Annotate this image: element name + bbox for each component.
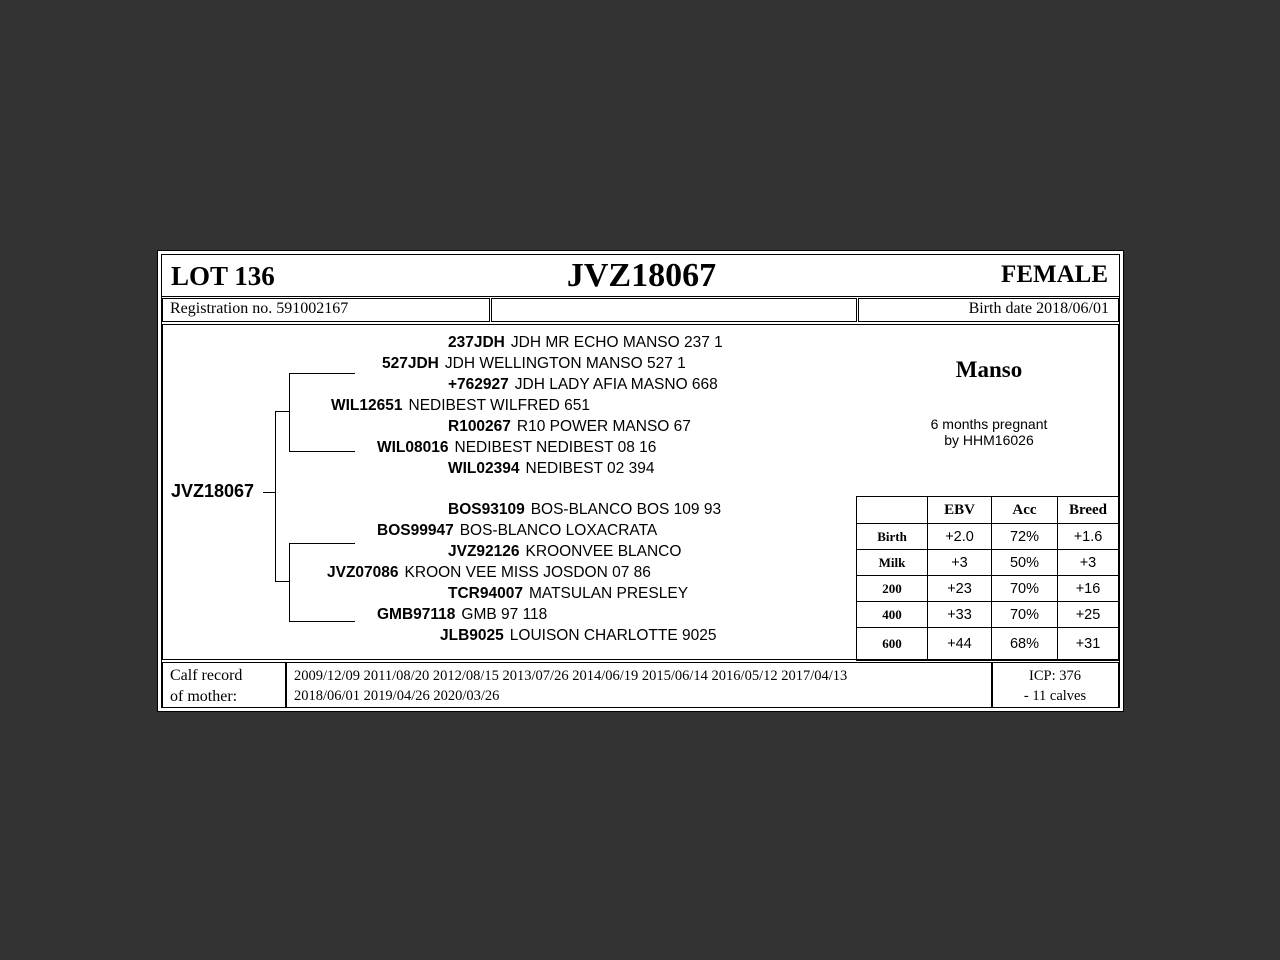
sire-branch — [275, 411, 289, 412]
ebv-value: +33 — [928, 602, 992, 628]
ebv-row-label: Milk — [857, 550, 928, 576]
ebv-row-label: Birth — [857, 524, 928, 550]
ped-dam: JVZ07086 KROON VEE MISS JOSDON 07 86 — [327, 564, 651, 581]
ebv-row-200 — [857, 576, 1119, 602]
ped-ssd: +762927 JDH LADY AFIA MASNO 668 — [448, 376, 718, 393]
lot-number: LOT 136 — [171, 261, 275, 291]
pregnancy-sire: by HHM16026 — [944, 432, 1034, 448]
ebv-row-birth — [857, 524, 1119, 550]
lot-card — [157, 250, 1124, 712]
ebv-breed-avg: +16 — [1058, 576, 1119, 602]
ebv-row-label: 400 — [857, 602, 928, 628]
ped-sdd: WIL02394 NEDIBEST 02 394 — [448, 460, 655, 477]
ped-dds: TCR94007 MATSULAN PRESLEY — [448, 585, 689, 602]
sire-dam-branch — [289, 451, 355, 452]
root-connector — [275, 411, 276, 581]
ebv-value: +2.0 — [928, 524, 992, 550]
sire-sire-branch — [289, 373, 355, 374]
ebv-breed-avg: +1.6 — [1058, 524, 1119, 550]
pedigree-animal: JVZ18067 — [171, 481, 255, 501]
ped-dsd: JVZ92126 KROONVEE BLANCO — [448, 543, 682, 560]
ped-sire: WIL12651 NEDIBEST WILFRED 651 — [331, 397, 590, 414]
header-divider — [161, 296, 1120, 297]
ebv-accuracy: 72% — [992, 524, 1058, 550]
ebv-header-ebv: EBV — [928, 497, 992, 524]
ebv-accuracy: 50% — [992, 550, 1058, 576]
ped-sd: WIL08016 NEDIBEST NEDIBEST 08 16 — [377, 439, 657, 456]
ebv-accuracy: 68% — [992, 628, 1058, 661]
ebv-row-label: 600 — [857, 628, 928, 661]
dam-connector — [289, 543, 290, 621]
ebv-table — [856, 496, 1119, 661]
ped-dd: GMB97118 GMB 97 118 — [377, 606, 548, 623]
ped-dss: BOS93109 BOS-BLANCO BOS 109 93 — [448, 501, 722, 518]
ebv-breed-avg: +3 — [1058, 550, 1119, 576]
ebv-accuracy: 70% — [992, 602, 1058, 628]
ebv-value: +3 — [928, 550, 992, 576]
ebv-breed-avg: +25 — [1058, 602, 1119, 628]
ebv-header-row — [857, 497, 1119, 524]
animal-tag: JVZ18067 — [566, 257, 717, 294]
ebv-breed-avg: +31 — [1058, 628, 1119, 661]
ped-ds: BOS99947 BOS-BLANCO LOXACRATA — [377, 522, 658, 539]
birth-date: Birth date 2018/06/01 — [968, 300, 1109, 317]
ped-sds: R100267 R10 POWER MANSO 67 — [448, 418, 691, 435]
breed-name: Manso — [955, 357, 1023, 382]
ebv-row-label: 200 — [857, 576, 928, 602]
dam-branch — [275, 581, 289, 582]
ebv-value: +23 — [928, 576, 992, 602]
calf-record-dates: 2009/12/09 2011/08/20 2012/08/15 2013/07/26 2014/06/19 2015/06/14 2016/05/12 2017/04/13 2018/06/01 2019/04/26 2020/03/26 — [294, 668, 848, 704]
dam-dam-branch — [289, 621, 355, 622]
ped-ss: 527JDH JDH WELLINGTON MANSO 527 1 — [382, 355, 686, 372]
pregnancy-status: 6 months pregnant — [930, 416, 1048, 432]
dam-sire-branch — [289, 543, 355, 544]
ebv-row-400 — [857, 602, 1119, 628]
registration-number: Registration no. 591002167 — [170, 300, 349, 317]
ebv-header-blank — [857, 497, 928, 524]
ebv-header-breed: Breed — [1058, 497, 1119, 524]
animal-sex: FEMALE — [1001, 261, 1108, 288]
ped-sss: 237JDH JDH MR ECHO MANSO 237 1 — [448, 334, 723, 351]
ebv-value: +44 — [928, 628, 992, 661]
ebv-header-acc: Acc — [992, 497, 1058, 524]
root-branch — [263, 492, 275, 493]
sire-connector — [289, 373, 290, 451]
ebv-row-milk — [857, 550, 1119, 576]
icp-summary: ICP: 376 - 11 calves — [1023, 668, 1087, 704]
ped-ddd: JLB9025 LOUISON CHARLOTTE 9025 — [440, 627, 717, 644]
blank-cell — [491, 298, 857, 322]
ebv-row-600 — [857, 628, 1119, 661]
calf-record-label: Calf record of mother: — [170, 667, 243, 705]
ebv-accuracy: 70% — [992, 576, 1058, 602]
